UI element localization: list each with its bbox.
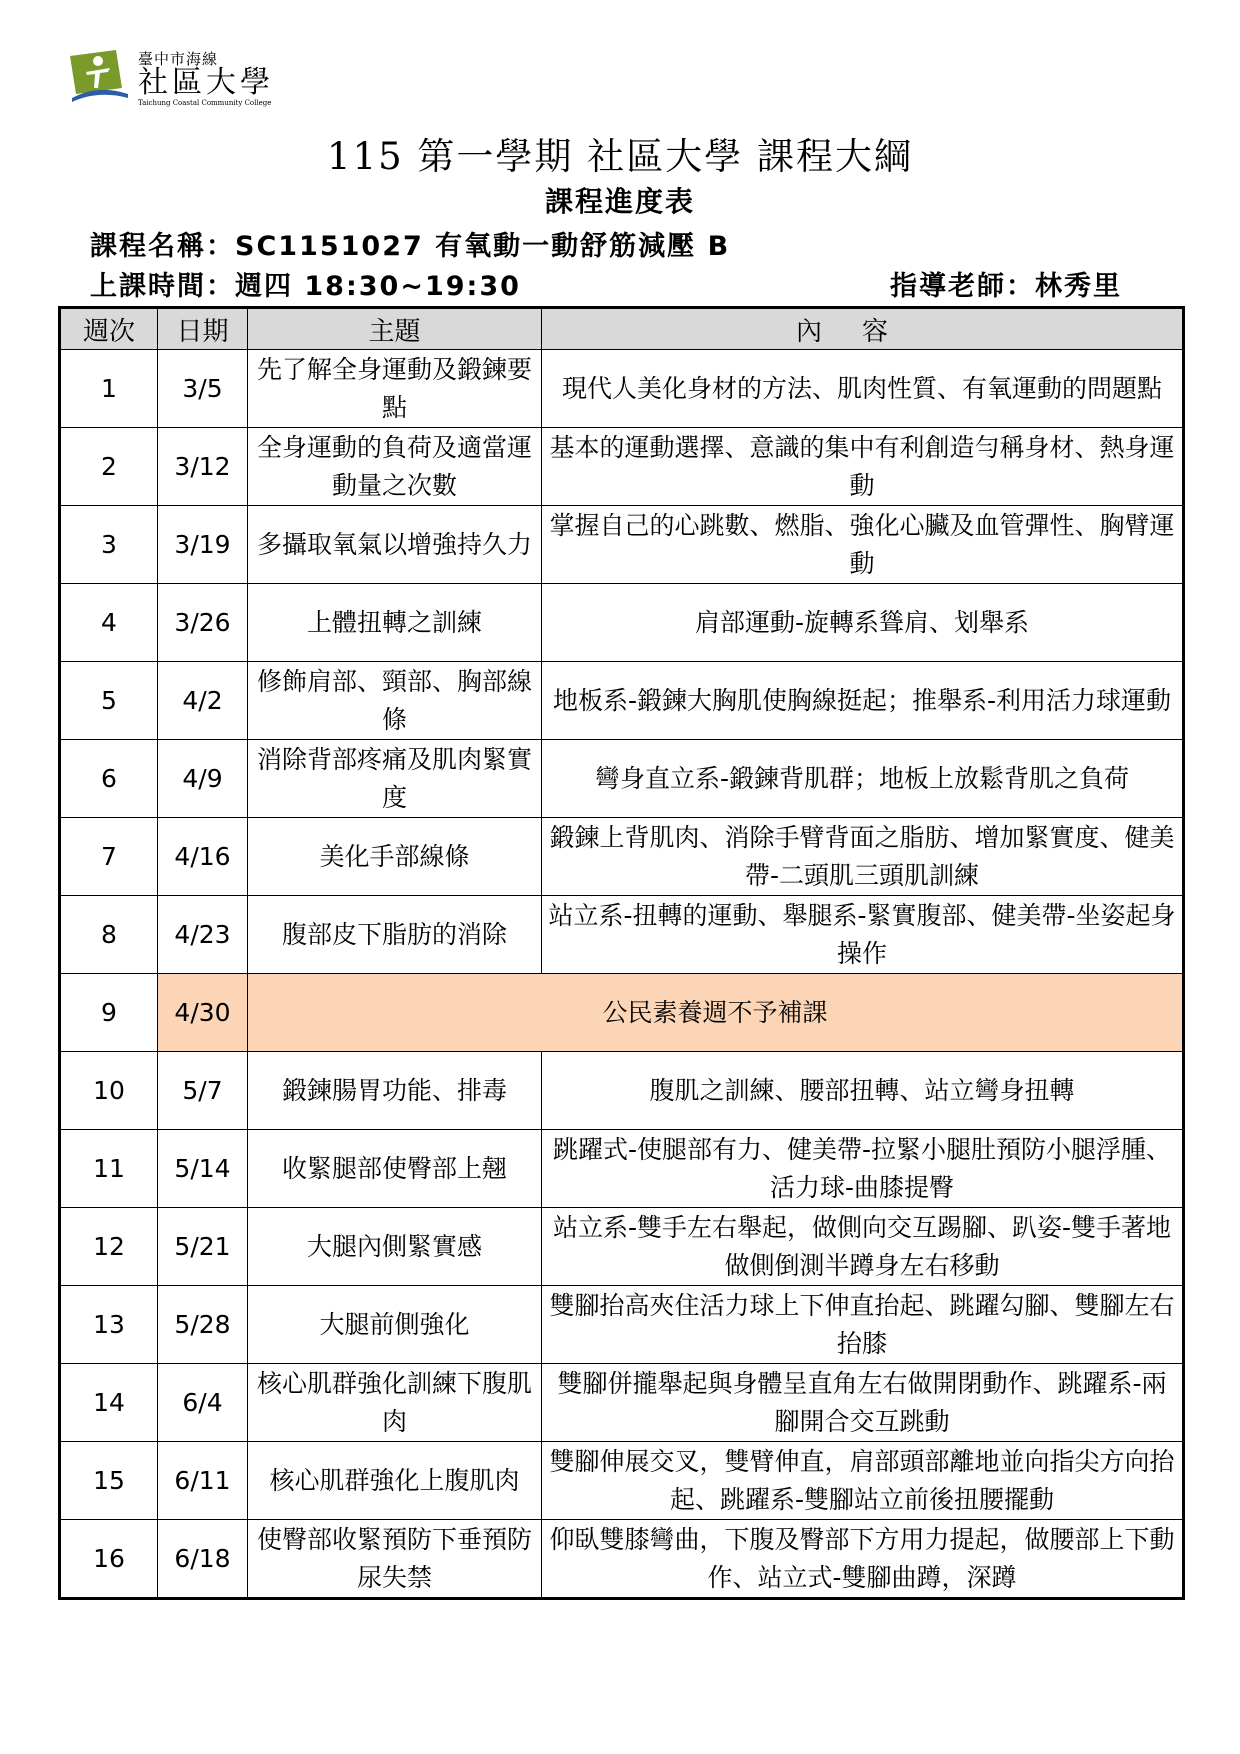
topic-cell: 美化手部線條 xyxy=(248,818,542,896)
week-cell: 15 xyxy=(60,1442,158,1520)
topic-cell: 大腿前側強化 xyxy=(248,1286,542,1364)
table-row xyxy=(60,1052,1184,1130)
table-row xyxy=(60,974,1184,1052)
date-cell: 5/14 xyxy=(158,1130,248,1208)
logo-english-text: Taichung Coastal Community College xyxy=(138,99,272,107)
date-cell: 5/21 xyxy=(158,1208,248,1286)
week-cell: 6 xyxy=(60,740,158,818)
week-cell: 11 xyxy=(60,1130,158,1208)
content-cell: 雙腳抬高夾住活力球上下伸直抬起、跳躍勾腳、雙腳左右抬膝 xyxy=(542,1286,1184,1364)
date-cell: 6/18 xyxy=(158,1520,248,1599)
week-cell: 12 xyxy=(60,1208,158,1286)
topic-cell: 全身運動的負荷及適當運動量之次數 xyxy=(248,428,542,506)
logo-city-text: 臺中市海線 xyxy=(138,50,219,68)
date-cell: 6/11 xyxy=(158,1442,248,1520)
table-row xyxy=(60,428,1184,506)
topic-cell: 核心肌群強化上腹肌肉 xyxy=(248,1442,542,1520)
column-header-date: 日期 xyxy=(158,308,248,350)
topic-cell: 上體扭轉之訓練 xyxy=(248,584,542,662)
table-row xyxy=(60,506,1184,584)
week-cell: 16 xyxy=(60,1520,158,1599)
week-cell: 10 xyxy=(60,1052,158,1130)
content-cell: 雙腳伸展交叉，雙臂伸直，肩部頭部離地並向指尖方向抬起、跳躍系-雙腳站立前後扭腰擺動 xyxy=(542,1442,1184,1520)
date-cell: 4/16 xyxy=(158,818,248,896)
date-cell: 6/4 xyxy=(158,1364,248,1442)
column-header-topic: 主題 xyxy=(248,308,542,350)
topic-cell: 修飾肩部、頸部、胸部線條 xyxy=(248,662,542,740)
content-cell: 彎身直立系-鍛鍊背肌群；地板上放鬆背肌之負荷 xyxy=(542,740,1184,818)
week-cell: 2 xyxy=(60,428,158,506)
school-logo xyxy=(68,44,278,106)
table-row xyxy=(60,1208,1184,1286)
table-header-row xyxy=(60,308,1184,350)
topic-cell: 鍛鍊腸胃功能、排毒 xyxy=(248,1052,542,1130)
date-cell: 4/9 xyxy=(158,740,248,818)
table-row xyxy=(60,1286,1184,1364)
holiday-cell: 公民素養週不予補課 xyxy=(248,974,1184,1052)
date-cell: 3/12 xyxy=(158,428,248,506)
content-cell: 肩部運動-旋轉系聳肩、划舉系 xyxy=(542,584,1184,662)
column-header-week: 週次 xyxy=(60,308,158,350)
table-row xyxy=(60,1442,1184,1520)
week-cell: 4 xyxy=(60,584,158,662)
table-row xyxy=(60,662,1184,740)
table-row xyxy=(60,818,1184,896)
teacher-name: 指導老師：林秀里 xyxy=(890,271,1122,302)
topic-cell: 大腿內側緊實感 xyxy=(248,1208,542,1286)
topic-cell: 核心肌群強化訓練下腹肌肉 xyxy=(248,1364,542,1442)
table-row xyxy=(60,584,1184,662)
date-cell: 4/23 xyxy=(158,896,248,974)
topic-cell: 使臀部收緊預防下垂預防尿失禁 xyxy=(248,1520,542,1599)
table-row xyxy=(60,740,1184,818)
content-cell: 鍛鍊上背肌肉、消除手臂背面之脂肪、增加緊實度、健美帶-二頭肌三頭肌訓練 xyxy=(542,818,1184,896)
topic-cell: 消除背部疼痛及肌肉緊實度 xyxy=(248,740,542,818)
date-cell: 4/2 xyxy=(158,662,248,740)
content-cell: 現代人美化身材的方法、肌肉性質、有氧運動的問題點 xyxy=(542,350,1184,428)
week-cell: 1 xyxy=(60,350,158,428)
content-cell: 腹肌之訓練、腰部扭轉、站立彎身扭轉 xyxy=(542,1052,1184,1130)
topic-cell: 腹部皮下脂肪的消除 xyxy=(248,896,542,974)
content-cell: 掌握自己的心跳數、燃脂、強化心臟及血管彈性、胸臂運動 xyxy=(542,506,1184,584)
week-cell: 8 xyxy=(60,896,158,974)
date-cell: 3/5 xyxy=(158,350,248,428)
table-row xyxy=(60,1130,1184,1208)
logo-school-text: 社區大學 xyxy=(138,65,274,100)
column-header-content: 內容 xyxy=(542,308,1184,350)
content-cell: 跳躍式-使腿部有力、健美帶-拉緊小腿肚預防小腿浮腫、活力球-曲膝提臀 xyxy=(542,1130,1184,1208)
page-subtitle: 課程進度表 xyxy=(544,185,695,218)
week-cell: 9 xyxy=(60,974,158,1052)
logo-mark-icon xyxy=(68,48,130,104)
topic-cell: 收緊腿部使臀部上翹 xyxy=(248,1130,542,1208)
week-cell: 7 xyxy=(60,818,158,896)
date-cell: 5/28 xyxy=(158,1286,248,1364)
date-cell: 5/7 xyxy=(158,1052,248,1130)
table-row xyxy=(60,1520,1184,1599)
week-cell: 13 xyxy=(60,1286,158,1364)
week-cell: 14 xyxy=(60,1364,158,1442)
content-cell: 仰臥雙膝彎曲，下腹及臀部下方用力提起，做腰部上下動作、站立式-雙腳曲蹲，深蹲 xyxy=(542,1520,1184,1599)
table-row xyxy=(60,1364,1184,1442)
course-time: 上課時間：週四 18:30~19:30 xyxy=(90,271,521,302)
date-cell: 3/26 xyxy=(158,584,248,662)
topic-cell: 多攝取氧氣以增強持久力 xyxy=(248,506,542,584)
course-name: 課程名稱：SC1151027 有氧動一動舒筋減壓 B xyxy=(90,231,731,262)
content-cell: 基本的運動選擇、意識的集中有利創造勻稱身材、熱身運動 xyxy=(542,428,1184,506)
page-title: 115 第一學期 社區大學 課程大綱 xyxy=(327,135,913,178)
schedule-body xyxy=(60,350,1184,1599)
content-cell: 站立系-扭轉的運動、舉腿系-緊實腹部、健美帶-坐姿起身操作 xyxy=(542,896,1184,974)
table-row xyxy=(60,350,1184,428)
week-cell: 5 xyxy=(60,662,158,740)
content-cell: 站立系-雙手左右舉起，做側向交互踢腳、趴姿-雙手著地做側倒測半蹲身左右移動 xyxy=(542,1208,1184,1286)
content-cell: 雙腳併攏舉起與身體呈直角左右做開閉動作、跳躍系-兩腳開合交互跳動 xyxy=(542,1364,1184,1442)
table-row xyxy=(60,896,1184,974)
schedule-table xyxy=(58,306,1185,1600)
date-cell: 3/19 xyxy=(158,506,248,584)
topic-cell: 先了解全身運動及鍛鍊要點 xyxy=(248,350,542,428)
week-cell: 3 xyxy=(60,506,158,584)
date-cell: 4/30 xyxy=(158,974,248,1052)
content-cell: 地板系-鍛鍊大胸肌使胸線挺起；推舉系-利用活力球運動 xyxy=(542,662,1184,740)
